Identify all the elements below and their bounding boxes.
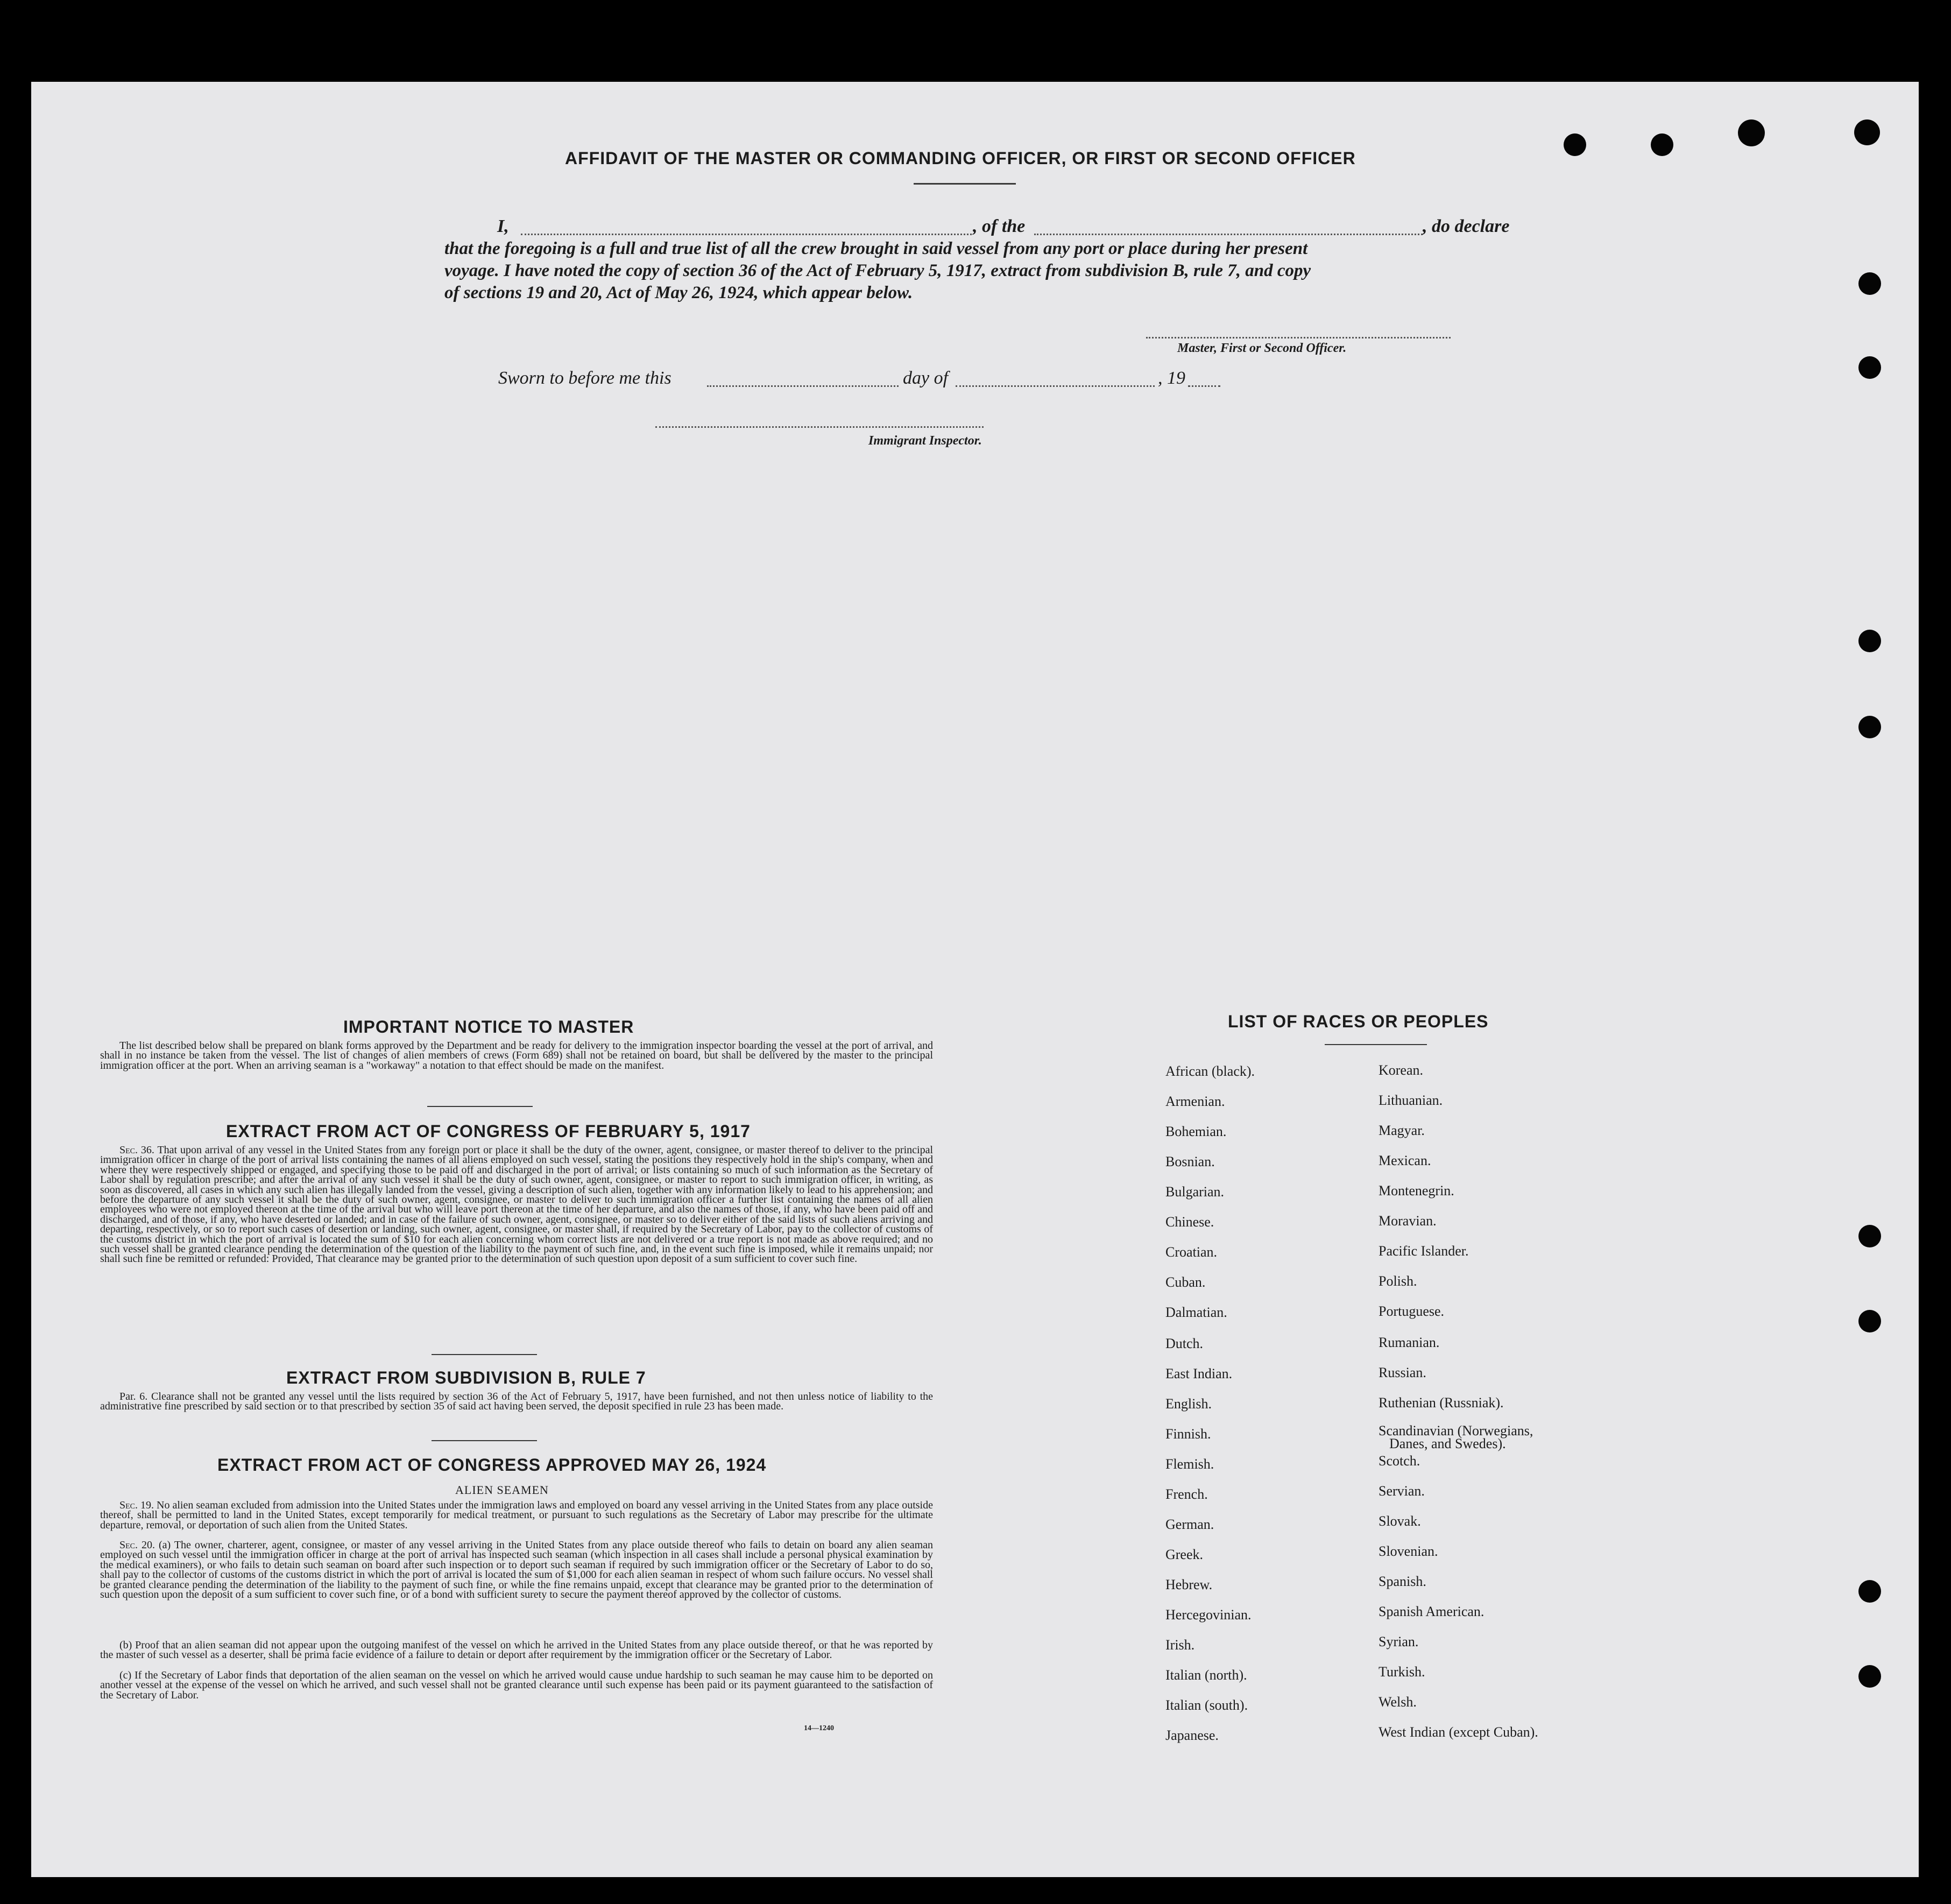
race-item: Croatian. <box>1165 1244 1218 1260</box>
race-item: Greek. <box>1165 1547 1204 1562</box>
race-item: Rumanian. <box>1379 1335 1440 1350</box>
sec20b-text <box>100 1640 933 1660</box>
race-item: Italian (north). <box>1165 1667 1247 1683</box>
vessel-field[interactable] <box>1034 234 1423 235</box>
notice-title: IMPORTANT NOTICE TO MASTER <box>343 1017 634 1036</box>
inspector-label: Immigrant Inspector. <box>868 434 982 448</box>
punch-hole <box>1858 630 1881 652</box>
sec20-label: Sec. 20. <box>119 1539 155 1551</box>
race-item: French. <box>1165 1486 1208 1502</box>
race-item: Mexican. <box>1379 1153 1431 1168</box>
punch-hole <box>1738 119 1765 146</box>
races-title: LIST OF RACES OR PEOPLES <box>1228 1012 1489 1031</box>
race-item: East Indian. <box>1165 1366 1233 1381</box>
sworn-year: , 19 <box>1158 368 1185 388</box>
race-item: Scandinavian (Norwegians, <box>1379 1423 1533 1438</box>
race-item: Danes, and Swedes). <box>1389 1436 1506 1451</box>
punch-hole <box>1858 1310 1881 1332</box>
race-item: Russian. <box>1379 1365 1426 1380</box>
rule7-body: Par. 6. Clearance shall not be granted any vessel until the lists required by section 36 of the Act of February 5, 1917, have been furnished, and not then unless notice of liability to the administrative fine prescribed by said section or to that prescribed by section 35 of said act having been served, the deposit specified in rule 23 has been made. <box>100 1391 933 1413</box>
divider <box>432 1440 537 1441</box>
inspector-signature-line[interactable] <box>655 426 984 428</box>
race-item: Bohemian. <box>1165 1124 1227 1139</box>
extract1924-title: EXTRACT FROM ACT OF CONGRESS APPROVED MAY 26, 1924 <box>217 1455 767 1475</box>
punch-hole <box>1858 272 1881 295</box>
extract1917-text <box>100 1145 933 1264</box>
punch-hole <box>1651 133 1673 156</box>
extractRule7-text <box>100 1392 933 1412</box>
race-item: Turkish. <box>1379 1664 1425 1680</box>
sec20-text <box>100 1540 933 1599</box>
sworn-day-of: day of <box>903 368 949 388</box>
affidavit-declare: , do declare <box>1423 216 1510 236</box>
master-signature-label: Master, First or Second Officer. <box>1177 341 1347 355</box>
race-item: Irish. <box>1165 1637 1195 1653</box>
race-item: Polish. <box>1379 1273 1417 1289</box>
race-item: Korean. <box>1379 1062 1424 1078</box>
race-item: Slovak. <box>1379 1513 1421 1529</box>
race-item: Spanish American. <box>1379 1604 1485 1619</box>
race-item: Montenegrin. <box>1379 1183 1454 1198</box>
race-item: Armenian. <box>1165 1094 1225 1109</box>
race-item: German. <box>1165 1517 1214 1532</box>
race-item: Japanese. <box>1165 1727 1219 1743</box>
punch-hole <box>1858 716 1881 738</box>
notice-text <box>100 1041 933 1070</box>
sec36-label: Sec. 36. <box>119 1144 154 1156</box>
race-item: Moravian. <box>1379 1213 1437 1229</box>
race-item: Italian (south). <box>1165 1697 1248 1713</box>
affidavit-title: AFFIDAVIT OF THE MASTER OR COMMANDING OFFICER, OR FIRST OR SECOND OFFICER <box>565 149 1356 168</box>
divider <box>432 1354 537 1355</box>
sec20b-body: (b) Proof that an alien seaman did not appear upon the outgoing manifest of the vessel on which he arrived in the United States from any place outside thereof, or that he was reported by the master of such vessel as a deserter, shall be prima facie evidence of a failure to detain or deport after requirement by the immigration officer or the Secretary of Labor. <box>100 1639 933 1661</box>
race-item: Syrian. <box>1379 1634 1419 1649</box>
punch-hole <box>1564 133 1586 156</box>
race-item: Servian. <box>1379 1483 1425 1499</box>
race-item: West Indian (except Cuban). <box>1379 1724 1538 1740</box>
sec20c-text <box>100 1670 933 1700</box>
sworn-text: Sworn to before me this <box>498 368 671 388</box>
race-item: Hebrew. <box>1165 1577 1213 1592</box>
sec19-text <box>100 1500 933 1530</box>
punch-hole <box>1858 356 1881 379</box>
affidavit-line3: voyage. I have noted the copy of section 36 of the Act of February 5, 1917, extract from subdivision B, rule 7, and copy <box>444 261 1311 280</box>
divider <box>1325 1044 1427 1045</box>
race-item: Hercegovinian. <box>1165 1607 1252 1623</box>
sec19-label: Sec. 19. <box>119 1499 154 1511</box>
race-item: Ruthenian (Russniak). <box>1379 1395 1504 1411</box>
affidavit-line4: of sections 19 and 20, Act of May 26, 1924, which appear below. <box>444 283 913 302</box>
race-item: Dutch. <box>1165 1336 1204 1351</box>
race-item: Finnish. <box>1165 1426 1211 1442</box>
race-item: Portuguese. <box>1379 1303 1445 1319</box>
form-number: 14—1240 <box>804 1724 834 1732</box>
race-item: African (black). <box>1165 1063 1255 1079</box>
sec36-body: That upon arrival of any vessel in the United States from any foreign port or place it shall be the duty of the owner, agent, consignee, or master thereof to deliver to the principal immigration officer in charge of the port of arrival lists containing the names of all aliens employed on such vessel, stating the positions they respectively hold in the ship's company, when and where they were respectively shipped or engaged, and specifying those to be paid off and discharged in the port of arrival; or lists containing so much of such information as the Secretary of Labor shall by regulation prescribe; and after the arrival of any such vessel it shall be the duty of such owner, agent, consignee, or master to report to such immigration officer, in writing, as soon as discovered, all cases in which any such alien has illegally landed from the vessel, giving a description of such alien, together with any information likely to lead to his apprehension; and before the departure of any such vessel it shall be the duty of such owner, agent, consignee, or master to deliver to such immigration officer a further list containing the names of all alien employees who were not employed thereon at the time of the arrival but who will leave port thereon at the time of her departure, and also the names of those, if any, who have been paid off and discharged, and of those, if any, who have deserted or landed; and in case of the failure of such owner, agent, consignee, or master so to deliver either of the said lists of such aliens arriving and departing, respectively, or so to report such cases of desertion or landing, such owner, agent, consignee, or master shall, if required by the Secretary of Labor, pay to the collector of customs of the customs district in which the port of arrival is located the sum of $10 for each alien concerning whom correct lists are not delivered or a true report is not made as above required; and no such vessel shall be granted clearance pending the determination of the question of the liability to the payment of such fine, and, in the event such fine is imposed, while it remains unpaid; nor shall such fine be remitted or refunded: Provided, That clearance may be granted prior to the determination of such question upon deposit of a sum sufficient to cover such fine. <box>100 1144 934 1265</box>
notice-text-body: The list described below shall be prepared on blank forms approved by the Department and be ready for delivery to the immigration inspector boarding the vessel at the port of arrival, and shall in no instance be taken from the vessel. The list of changes of alien members of crews (Form 689) shall not be retained on board, but shall be delivered by the master to the principal immigration officer at the port. When an arriving seaman is a "workaway" a notation to that effect should be made on the manifest. <box>100 1040 933 1071</box>
race-item: Welsh. <box>1379 1694 1417 1710</box>
sec19-body: No alien seaman excluded from admission into the United States under the immigration laws and employed on board any vessel arriving in the United States from any place outside thereof, shall be permitted to land in the United States, except temporarily for medical treatment, or pursuant to such regulations as the Secretary of Labor may prescribe for the ultimate departure, removal, or deportation of such alien from the United States. <box>100 1499 933 1531</box>
race-item: English. <box>1165 1396 1212 1412</box>
divider <box>914 183 1016 185</box>
race-item: Pacific Islander. <box>1379 1243 1469 1259</box>
race-item: Bulgarian. <box>1165 1184 1225 1200</box>
extractRule7-title: EXTRACT FROM SUBDIVISION B, RULE 7 <box>286 1368 646 1387</box>
affidavit-of-the: , of the <box>973 216 1026 236</box>
race-item: Spanish. <box>1379 1574 1426 1589</box>
race-item: Magyar. <box>1379 1123 1425 1138</box>
divider <box>427 1106 533 1107</box>
name-field[interactable] <box>521 234 972 235</box>
punch-hole <box>1858 1665 1881 1688</box>
punch-hole <box>1858 1580 1881 1603</box>
sec20c-body: (c) If the Secretary of Labor finds that deportation of the alien seaman on the vessel on which he arrived would cause undue hardship to such seaman he may cause him to be deported on another vessel at the expense of the vessel on which he arrived, and such vessel shall not be granted clearance until such expense has been paid or its payment guaranteed to the satisfaction of the Secretary of Labor. <box>100 1669 933 1701</box>
race-item: Scotch. <box>1379 1453 1420 1469</box>
sworn-year-field[interactable] <box>1188 385 1220 387</box>
affidavit-line2: that the foregoing is a full and true list of all the crew brought in said vessel from any port or place during her present <box>444 239 1308 258</box>
race-item: Slovenian. <box>1379 1543 1438 1559</box>
document-page <box>31 82 1919 1877</box>
affidavit-i: I, <box>497 216 509 236</box>
punch-hole <box>1858 1225 1881 1247</box>
race-item: Cuban. <box>1165 1274 1206 1290</box>
sworn-day-field[interactable] <box>707 385 899 387</box>
master-signature-line[interactable] <box>1146 337 1451 339</box>
extract1917-title: EXTRACT FROM ACT OF CONGRESS OF FEBRUARY 5, 1917 <box>226 1122 751 1141</box>
race-item: Dalmatian. <box>1165 1304 1227 1320</box>
alien-seamen-subtitle: ALIEN SEAMEN <box>455 1483 549 1497</box>
sec20a-body: (a) The owner, charterer, agent, consignee, or master of any vessel arriving in the United States from any place outside thereof who fails to detain on board any alien seaman employed on such vessel until the immigration officer in charge at the port of arrival has inspected such seaman (which inspection in all cases shall include a personal physical examination by the medical examiners), or who fails to detain such seaman on board after such inspection or to deport such seaman if required by such immigration officer or the Secretary of Labor to do so, shall pay to the collector of customs of the customs district in which the port of arrival is located the sum of $1,000 for each alien seaman in respect of whom such failure occurs. No vessel shall be granted clearance pending the determination of the liability to the payment of such fine, or while the fine remains unpaid, except that clearance may be granted prior to the determination of such question upon the deposit of a sum sufficient to cover such fine, or of a bond with sufficient surety to secure the payment thereof approved by the collector of customs. <box>100 1539 934 1601</box>
race-item: Chinese. <box>1165 1214 1214 1230</box>
sworn-month-field[interactable] <box>956 385 1155 387</box>
punch-hole <box>1854 119 1880 145</box>
race-item: Flemish. <box>1165 1456 1214 1472</box>
race-item: Bosnian. <box>1165 1154 1215 1169</box>
race-item: Lithuanian. <box>1379 1092 1443 1108</box>
